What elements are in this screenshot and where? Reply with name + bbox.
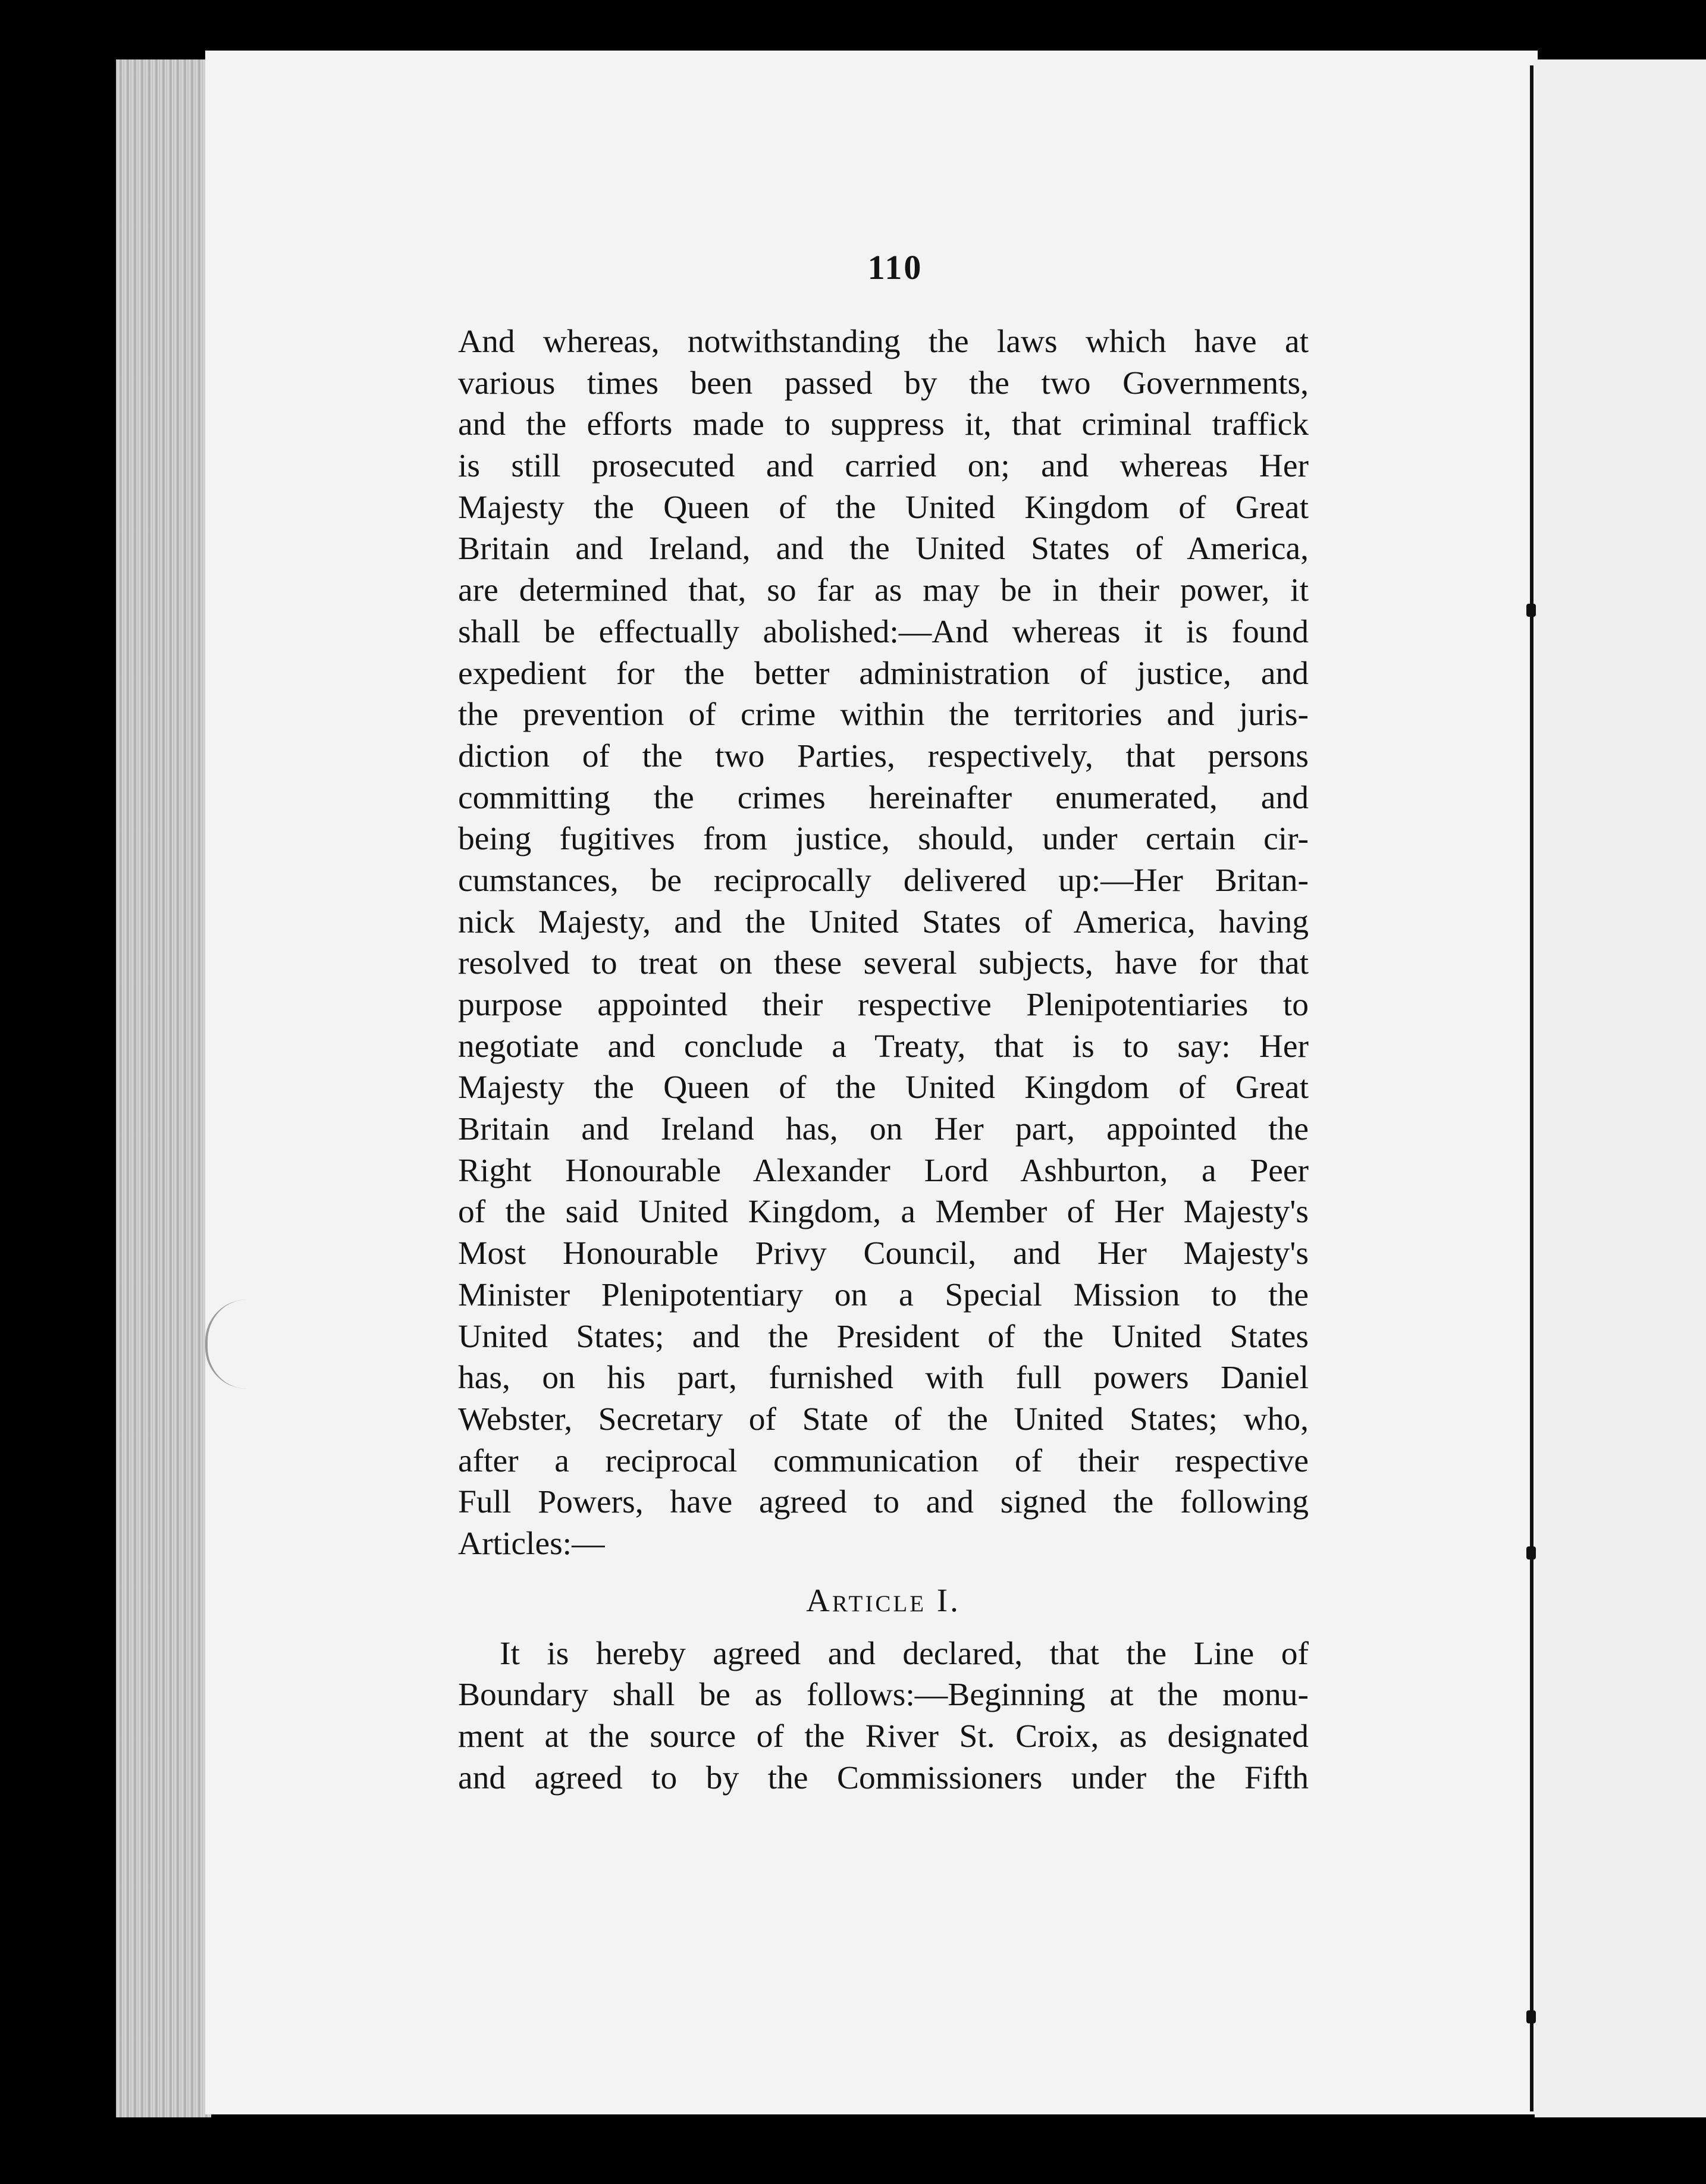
text-line: after a reciprocal communication of their respective [458,1442,1309,1479]
text-line: Majesty the Queen of the United Kingdom of Great [458,489,1309,526]
facing-page [1535,59,1706,2117]
text-line: has, on his part, furnished with full powers Daniel [458,1360,1309,1397]
text-line: shall be effectually abolished:—And whereas it is found [458,613,1309,650]
text-line: negotiate and conclude a Treaty, that is to say: Her [458,1028,1309,1065]
text-line: expedient for the better administration of justice, and [458,655,1309,692]
margin-mark [205,1300,249,1389]
scan-border [0,0,1706,51]
text-line: Right Honourable Alexander Lord Ashburton, a Peer [458,1152,1309,1189]
text-line: of the said United Kingdom, a Member of Her Majesty's [458,1194,1309,1231]
text-line: Majesty the Queen of the United Kingdom of Great [458,1069,1309,1106]
text-line: and agreed to by the Commissioners under the Fifth [458,1759,1309,1796]
text-line: Boundary shall be as follows:—Beginning at the monu- [458,1677,1309,1714]
text-line: resolved to treat on these several subjects, have for that [458,945,1309,982]
text-line: Articles:— [458,1525,605,1562]
text-line: And whereas, notwithstanding the laws which have at [458,324,1309,360]
text-line: It is hereby agreed and declared, that the Line of [500,1635,1309,1672]
text-line: various times been passed by the two Governments, [458,365,1309,401]
text-line: ment at the source of the River St. Croix, as designated [458,1718,1309,1755]
page-number: 110 [867,248,923,287]
text-line: Most Honourable Privy Council, and Her Majesty's [458,1235,1309,1272]
text-line: purpose appointed their respective Plenipotentiaries to [458,987,1309,1023]
gutter-mark [1526,1546,1536,1559]
text-line: and the efforts made to suppress it, that criminal traffick [458,406,1309,443]
text-line: being fugitives from justice, should, under certain cir- [458,821,1309,858]
article-paragraph [458,1633,1309,1799]
gutter-line [1530,65,1533,2111]
text-line: cumstances, be reciprocally delivered up:—Her Britan- [458,862,1309,899]
text-line: Webster, Secretary of State of the United States; who, [458,1401,1309,1438]
text-line: the prevention of crime within the territories and juris- [458,696,1309,733]
text-line: Full Powers, have agreed to and signed the following [458,1484,1309,1521]
text-line: diction of the two Parties, respectively, that persons [458,738,1309,774]
text-line: nick Majesty, and the United States of America, having [458,903,1309,940]
text-line: Britain and Ireland has, on Her part, appointed the [458,1111,1309,1148]
text-line: Britain and Ireland, and the United States of America, [458,531,1309,567]
preamble-paragraph [458,321,1309,1565]
text-line: are determined that, so far as may be in their power, it [458,572,1309,609]
text-line: Minister Plenipotentiary on a Special Mission to the [458,1276,1309,1313]
page-text [458,238,1309,1856]
text-line: United States; and the President of the United States [458,1318,1309,1355]
gutter-mark [1526,604,1536,617]
text-line: committing the crimes hereinafter enumerated, and [458,779,1309,816]
text-line: is still prosecuted and carried on; and whereas Her [458,448,1309,485]
page-edges [116,59,211,2117]
article-heading: Article I. [806,1581,961,1618]
gutter-mark [1526,2010,1536,2023]
